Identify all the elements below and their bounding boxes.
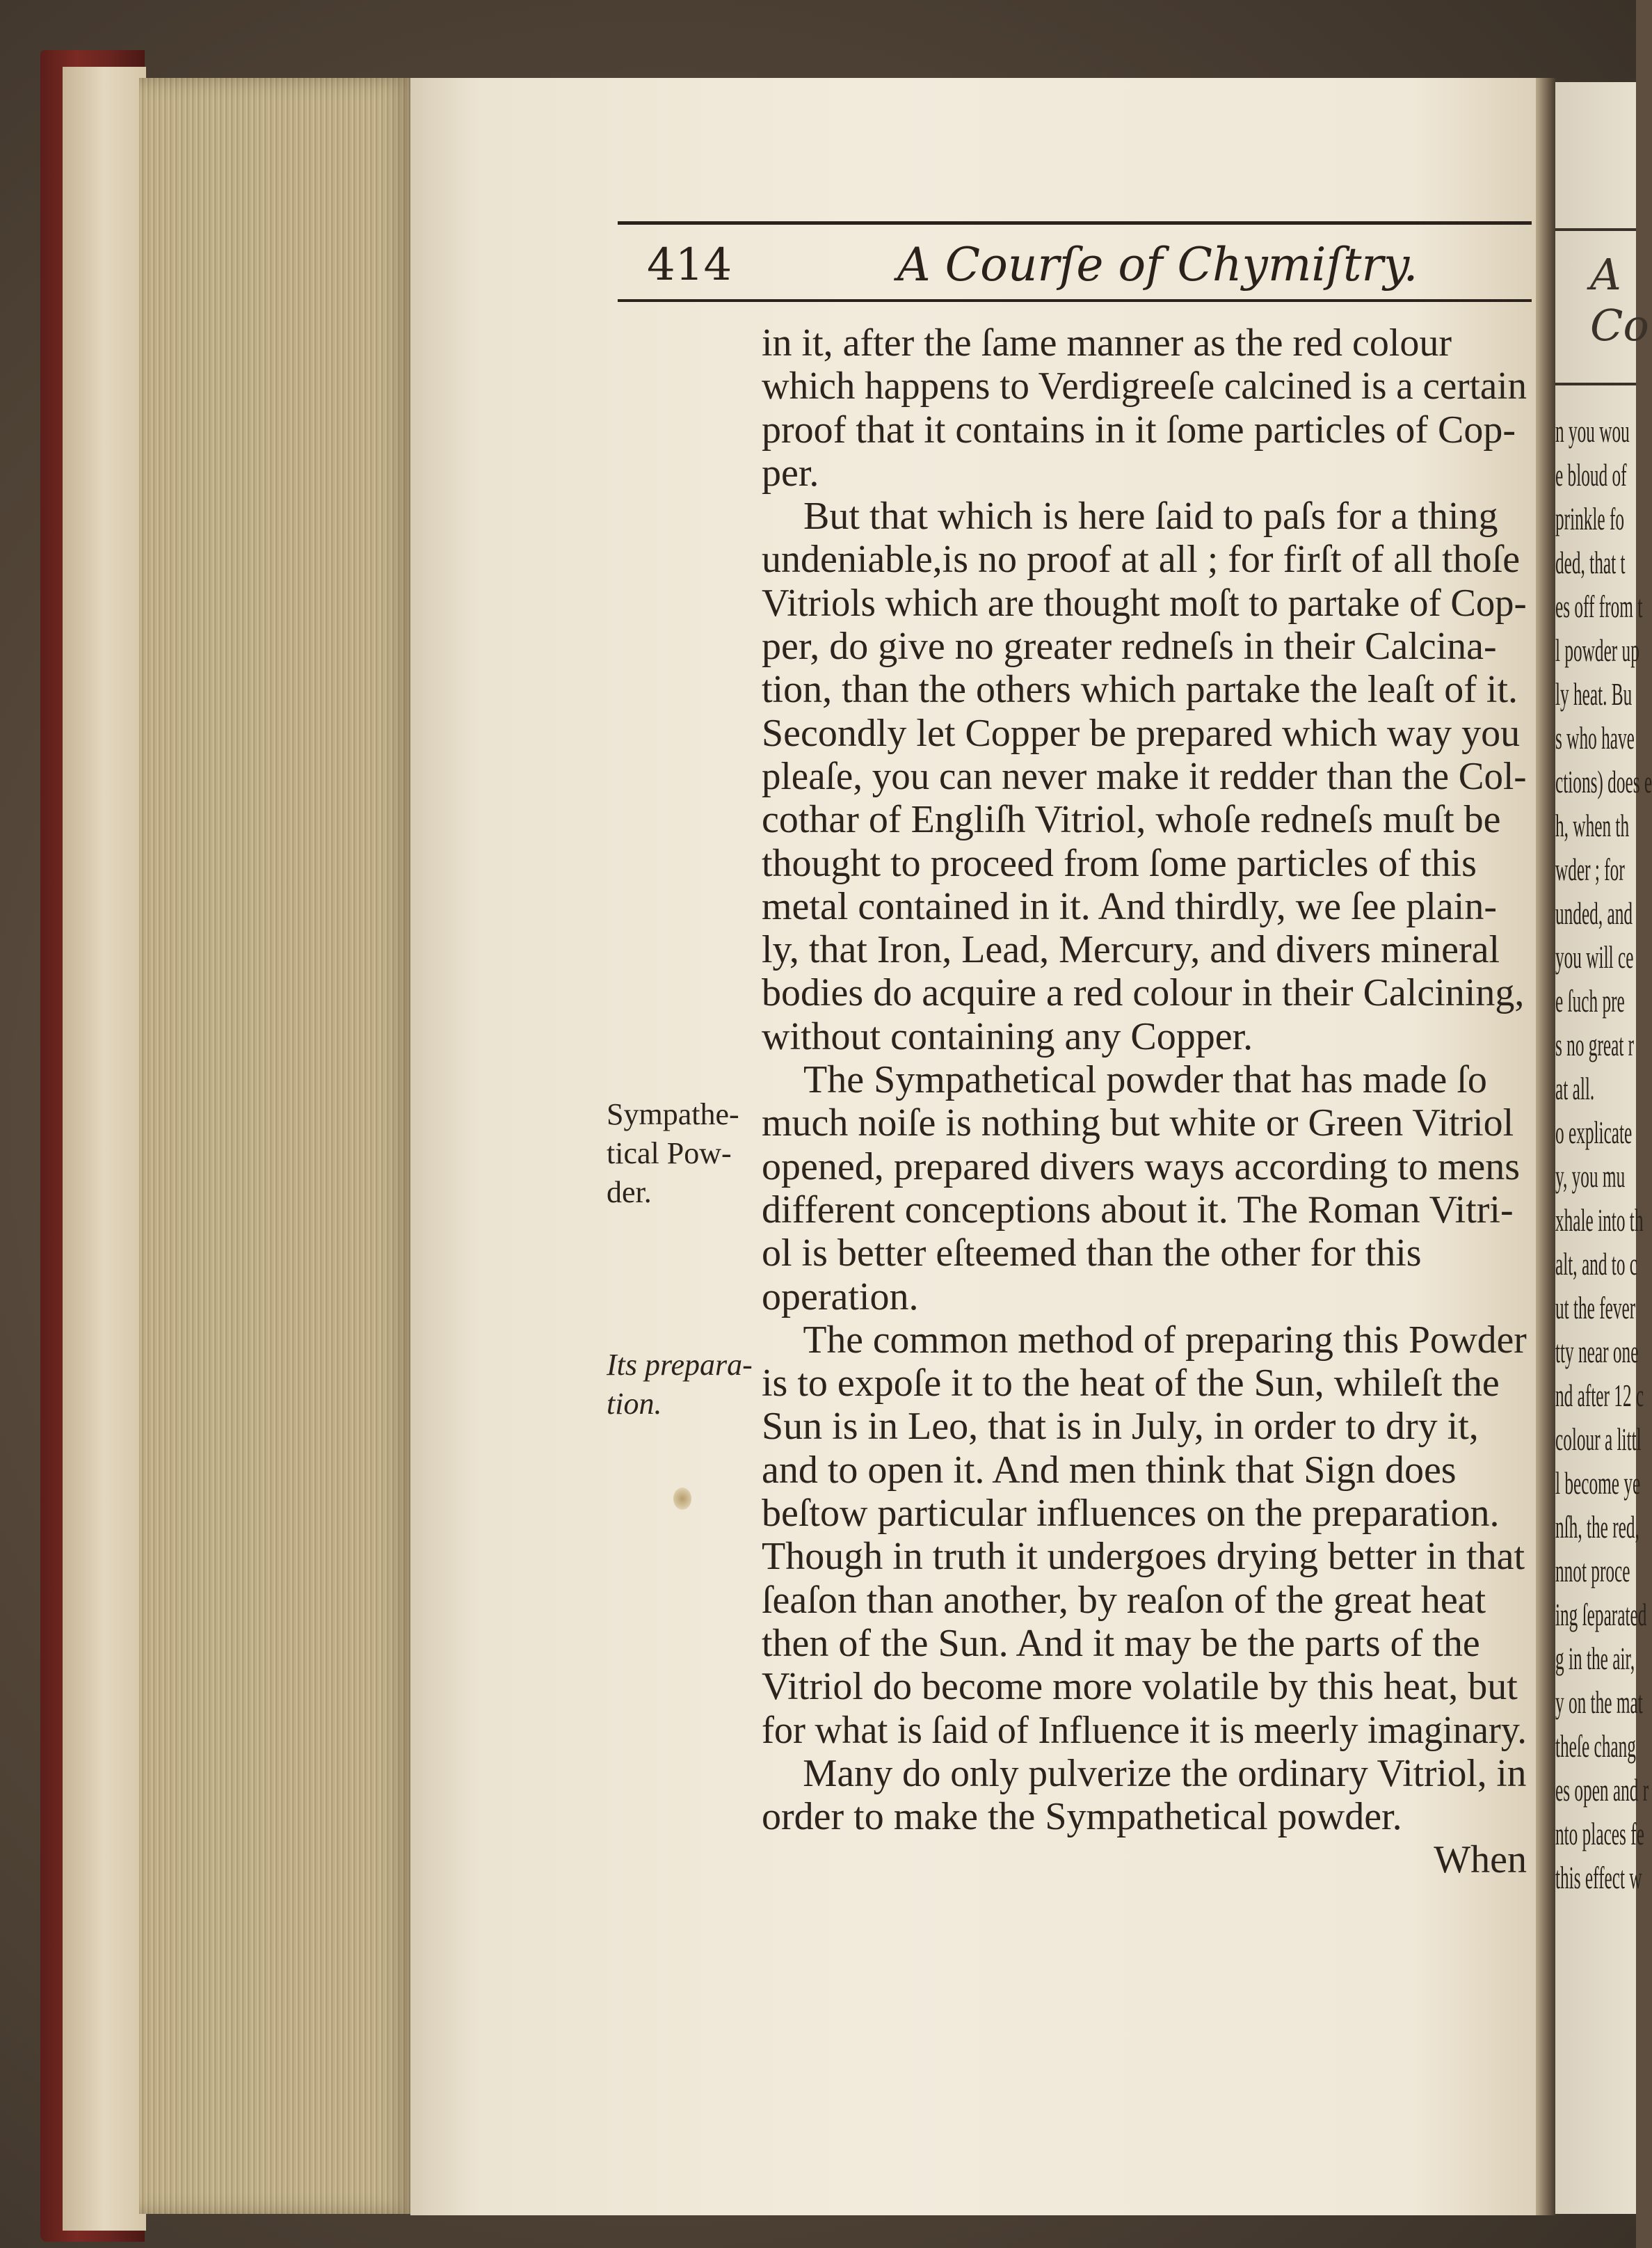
facing-page-line: ded, that t <box>1555 545 1626 580</box>
facing-page-line: unded, and <box>1555 895 1633 931</box>
facing-page-line: es off from t <box>1555 589 1643 624</box>
facing-page-line: o explicate <box>1555 1115 1633 1150</box>
facing-page-line: g in the air, <box>1555 1641 1635 1676</box>
text-line: pleaſe, you can never make it redder than the Col- <box>762 754 1527 798</box>
bleed-through <box>612 334 737 353</box>
facing-page-line: nto places fe <box>1555 1816 1644 1851</box>
margin-note-line: Its prepara- <box>607 1348 753 1382</box>
facing-page-line: s no great r <box>1555 1027 1635 1062</box>
facing-page-line: y, you mu <box>1555 1158 1626 1194</box>
facing-page-line: colour a littl <box>1555 1421 1642 1457</box>
facing-page-line: nd after 12 c <box>1555 1378 1644 1413</box>
text-line: in it, after the ſame manner as the red colour <box>762 321 1452 365</box>
text-line: bodies do acquire a red colour in their Calcining, <box>762 971 1525 1015</box>
facing-page-line: y on the mat <box>1555 1684 1643 1720</box>
facing-page-line: this effect w <box>1555 1860 1642 1895</box>
text-line: for what is ſaid of Influence it is meerly imaginary. <box>762 1708 1527 1752</box>
facing-page <box>1555 82 1652 2214</box>
text-line: ly, that Iron, Lead, Mercury, and divers mineral <box>762 928 1500 972</box>
text-line: much noiſe is nothing but white or Green Vitriol <box>762 1101 1514 1145</box>
text-line: undeniable,is no proof at all ; for firſt of all thoſe <box>762 538 1521 582</box>
facing-page-line: alt, and to c <box>1555 1246 1638 1282</box>
text-line: ſeaſon than another, by reaſon of the great heat <box>762 1578 1486 1622</box>
body-text <box>762 321 1527 1882</box>
header-rule-bottom <box>618 299 1532 302</box>
text-line: thought to proceed from ſome particles of this <box>762 841 1477 885</box>
facing-page-line: xhale into th <box>1555 1202 1644 1238</box>
facing-page-line: es open and r <box>1555 1772 1649 1808</box>
text-line: cothar of Engliſh Vitriol, whoſe redneſs muſt be <box>762 798 1501 842</box>
text-line: which happens to Verdigreeſe calcined is a certain <box>762 365 1527 408</box>
text-line: order to make the Sympathetical powder. <box>762 1795 1402 1839</box>
facing-page-line: ctions) does e <box>1555 764 1652 799</box>
text-line: tion, than the others which partake the leaſt of it. <box>762 668 1518 712</box>
facing-page-line: theſe chang <box>1555 1728 1636 1764</box>
text-line: and to open it. And men think that Sign does <box>762 1448 1457 1492</box>
margin-note-line: Sympathe- <box>607 1097 739 1131</box>
catchword: When <box>1434 1838 1527 1882</box>
margin-note-preparation <box>607 1346 753 1424</box>
text-line: Though in truth it undergoes drying better in that <box>762 1535 1525 1579</box>
facing-page-title: A Co <box>1590 249 1649 351</box>
margin-note-sympathetical <box>607 1095 753 1212</box>
text-line: beſtow particular influences on the preparation. <box>762 1492 1500 1536</box>
facing-page-line: n you wou <box>1555 413 1630 449</box>
text-line: is to expoſe it to the heat of the Sun, whileſt the <box>762 1362 1500 1405</box>
paper-stain <box>673 1488 691 1510</box>
text-line: then of the Sun. And it may be the parts of the <box>762 1621 1480 1665</box>
text-line: proof that it contains in it ſome particles of Cop- <box>762 408 1516 452</box>
facing-page-text <box>1555 409 1652 1899</box>
facing-page-line: l become ye <box>1555 1465 1641 1501</box>
facing-page-rule-bottom <box>1555 383 1636 385</box>
text-line: But that which is here ſaid to paſs for a thing <box>803 495 1498 539</box>
facing-page-line: nnot proce <box>1555 1553 1630 1588</box>
facing-page-line: at all. <box>1555 1071 1595 1106</box>
facing-page-line: nſh, the red, <box>1555 1509 1639 1545</box>
facing-page-line: l powder up <box>1555 632 1639 668</box>
book-gutter <box>1536 78 1557 2215</box>
text-line: operation. <box>762 1275 919 1318</box>
facing-page-line: wder ; for <box>1555 852 1625 887</box>
text-line: Vitriol do become more volatile by this heat, but <box>762 1665 1518 1709</box>
facing-page-line: ut the fever <box>1555 1290 1636 1325</box>
facing-page-line: h, when th <box>1555 808 1630 843</box>
facing-page-line: e bloud of <box>1555 457 1627 493</box>
facing-page-line: tty near one <box>1555 1334 1639 1369</box>
facing-page-line: ly heat. Bu <box>1555 676 1633 712</box>
text-line: per. <box>762 451 819 495</box>
text-line: Sun is in Leo, that is in July, in order to dry it, <box>762 1405 1479 1449</box>
cover-edge <box>63 67 146 2231</box>
facing-page-rule-top <box>1555 228 1636 231</box>
text-line: opened, prepared divers ways according to mens <box>762 1145 1521 1188</box>
text-line: metal contained in it. And thirdly, we ſee plain- <box>762 884 1497 928</box>
facing-page-line: ing ſeparated <box>1555 1597 1647 1632</box>
text-line: Vitriols which are thought moſt to partake of Cop- <box>762 581 1527 625</box>
header-rule-top <box>618 221 1532 225</box>
facing-page-line: e ſuch pre <box>1555 983 1625 1019</box>
text-line: Many do only pulverize the ordinary Vitriol, in <box>803 1751 1527 1795</box>
text-line: The Sympathetical powder that has made ſo <box>803 1058 1487 1102</box>
margin-note-line: der. <box>607 1175 652 1209</box>
text-line: different conceptions about it. The Roman Vitri- <box>762 1188 1514 1231</box>
page-number: 414 <box>647 239 732 291</box>
margin-note-line: tical Pow- <box>607 1136 732 1170</box>
facing-page-line: s who have <box>1555 720 1635 756</box>
text-line: without containing any Copper. <box>762 1014 1253 1058</box>
margin-note-line: tion. <box>607 1387 662 1421</box>
running-title: A Courſe of Chymiſtry. <box>897 238 1418 292</box>
text-line: Secondly let Copper be prepared which way you <box>762 711 1521 755</box>
facing-page-line: you will ce <box>1555 939 1634 975</box>
text-line: The common method of preparing this Powder <box>803 1318 1527 1362</box>
page-edges <box>139 78 416 2214</box>
facing-page-line: prinkle fo <box>1555 501 1625 536</box>
text-line: ol is better eſteemed than the other for this <box>762 1231 1422 1275</box>
text-line: per, do give no greater redneſs in their Calcina- <box>762 625 1497 669</box>
